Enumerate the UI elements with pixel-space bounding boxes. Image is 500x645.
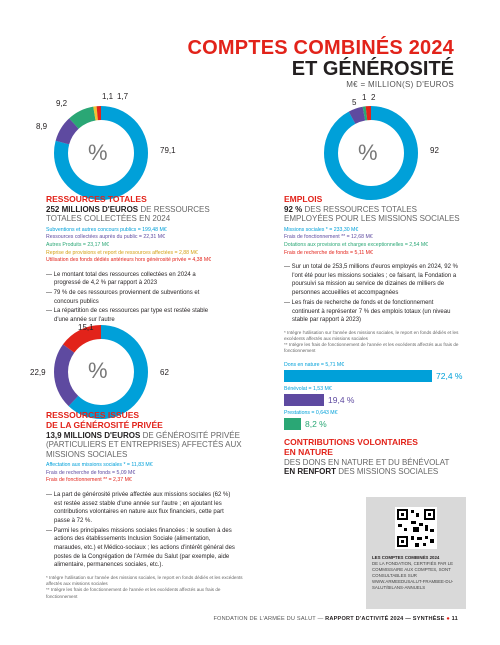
resources-legend-item: Ressources collectées auprès du public = 22,31 M€ bbox=[46, 234, 165, 241]
private-label-1: 62 bbox=[160, 368, 169, 377]
contrib-heading-2: EN NATURE bbox=[284, 446, 333, 457]
employ-legend-item: Frais de fonctionnement ** = 12,68 M€ bbox=[284, 234, 373, 241]
employ-headline: 92 % DES RESSOURCES TOTALES EMPLOYÉES POUR LES MISSIONS SOCIALES bbox=[284, 204, 460, 224]
page-title: COMPTES COMBINÉS 2024 bbox=[187, 37, 454, 59]
resources-heading: RESSOURCES TOTALES bbox=[46, 194, 147, 204]
qr-code-icon[interactable] bbox=[395, 507, 437, 549]
private-bullet: — Parmi les principales missions sociales financées : le soutien à des actions des établissements Inclusion Sociale (alimentation, maraudes, etc.) et Médico-sociaux ; les actions d'intérêt général des postes de la Congrégation de l'Armée du Salut (par exemple, aide alimentaire, permanences sociales, etc.). bbox=[46, 527, 235, 569]
qr-note-title: LES COMPTES COMBINÉS 2024 bbox=[372, 555, 440, 560]
contrib-bar-value-prestations: 8,2 % bbox=[305, 419, 327, 429]
employ-bullet: — Sur un total de 253,5 millions d'euros employés en 2024, 92 % l'ont été pour les missions sociales ; ce faisant, la Fondation a poursuivi sa mission au service de dizaines de milliers de personnes accueillies et accompagnées bbox=[284, 264, 458, 297]
employ-footnote: * Intègre l'utilisation sur l'année des missions sociales, le report en fonds dédiés et les excédents affectés aux missions sociales bbox=[284, 329, 459, 342]
private-footnote: ** Intègre les frais de fonctionnement de l'année et les excédents affectés aux frais de fonctionnement bbox=[46, 587, 221, 599]
page-number: 11 bbox=[451, 616, 458, 622]
contrib-sub-1: DES DONS EN NATURE ET DU BÉNÉVOLAT bbox=[284, 457, 450, 467]
private-heading-1: RESSOURCES ISSUES bbox=[46, 410, 140, 420]
private-heading-2: DE LA GÉNÉROSITÉ PRIVÉE bbox=[46, 419, 163, 430]
resources-bullet: — Le montant total des ressources collectées en 2024 a progressé de 4,2 % par rapport à 2023 bbox=[46, 271, 196, 287]
resources-label-4: 1,1 bbox=[102, 92, 114, 101]
employ-label-4: 2 bbox=[371, 93, 376, 102]
employ-legend-item: Frais de recherche de fonds = 5,11 M€ bbox=[284, 249, 373, 256]
private-legend-item: Frais de recherche de fonds = 5,09 M€ bbox=[46, 469, 136, 476]
private-donut-center: % bbox=[88, 358, 108, 383]
private-label-2: 22,9 bbox=[30, 368, 46, 377]
employ-footnote: ** Intègre les frais de fonctionnement de l'année et les excédents affectés aux frais de fonctionnement bbox=[284, 342, 459, 354]
private-label-3: 15,1 bbox=[78, 323, 94, 332]
employ-legend-item: Missions sociales * = 233,30 M€ bbox=[284, 226, 359, 233]
resources-legend-item: Utilisation des fonds dédiés antérieurs hors générosité privée = 4,38 M€ bbox=[46, 257, 212, 264]
resources-bullet: — 79 % de ces ressources proviennent de subventions et concours publics bbox=[46, 289, 200, 305]
employ-legend-item: Dotations aux provisions et charges exceptionnelles = 2,54 M€ bbox=[284, 242, 429, 249]
contrib-bar-benevolat bbox=[284, 394, 324, 406]
resources-label-1: 79,1 bbox=[160, 146, 176, 155]
private-legend-item: Frais de fonctionnement ** = 2,37 M€ bbox=[46, 477, 132, 484]
contrib-bar-label-dons: Dons en nature = 5,71 M€ bbox=[284, 362, 345, 368]
contrib-section bbox=[284, 438, 474, 477]
private-section bbox=[46, 411, 256, 600]
private-bullet: — La part de générosité privée affectée aux missions sociales (62 %) est restée assez stable d'une année sur l'autre ; en ajoutant les contributions volontaires en nature aux flux financiers, cette part passe à 72 %. bbox=[46, 491, 231, 524]
page-subtitle: ET GÉNÉROSITÉ bbox=[291, 58, 454, 80]
contrib-heading-1: CONTRIBUTIONS VOLONTAIRES bbox=[284, 437, 418, 447]
employ-label-1: 92 bbox=[430, 146, 439, 155]
contrib-bar-dons bbox=[284, 370, 432, 382]
resources-label-3: 9,2 bbox=[56, 99, 68, 108]
contrib-bar-prestations bbox=[284, 418, 301, 430]
unit-note: M€ = MILLION(S) D'EUROS bbox=[346, 80, 454, 89]
page-footer: FONDATION DE L'ARMÉE DU SALUT — RAPPORT D'ACTIVITÉ 2024 — SYNTHÈSE ● 11 bbox=[213, 616, 458, 622]
contrib-sub-2: EN RENFORT DES MISSIONS SOCIALES bbox=[284, 467, 439, 477]
contrib-bar-value-dons: 72,4 % bbox=[436, 371, 463, 381]
resources-legend-item: Reprise de provisions et report de ressources affectées = 2,88 M€ bbox=[46, 249, 198, 256]
employ-heading: EMPLOIS bbox=[284, 194, 323, 204]
resources-section bbox=[46, 195, 246, 326]
qr-note-text: DE LA FONDATION, CERTIFIÉS PAR LE COMMISSAIRE AUX COMPTES, SONT CONSULTABLES SUR WWW.ARMEEDUSALUT-FRAMBEE-DU-SALUT/BILANS-ANNUELS bbox=[372, 560, 454, 590]
resources-legend-item: Subventions et autres concours publics = 199,48 M€ bbox=[46, 226, 167, 233]
resources-bullet: — La répartition de ces ressources par type est restée stable d'une année sur l'autre bbox=[46, 308, 209, 324]
resources-donut-center: % bbox=[88, 140, 108, 165]
contrib-bar-label-benevolat: Bénévolat = 1,53 M€ bbox=[284, 386, 332, 392]
employ-label-3: 1 bbox=[362, 93, 367, 102]
resources-label-5: 1,7 bbox=[117, 92, 129, 101]
private-headline: 13,9 MILLIONS D'EUROS DE GÉNÉROSITÉ PRIVÉE (PARTICULIERS ET ENTREPRISES) AFFECTÉS AUX MISSIONS SOCIALES bbox=[46, 430, 242, 459]
contrib-bar-label-prestations: Prestations = 0,643 M€ bbox=[284, 410, 338, 416]
resources-headline: 252 MILLIONS D'EUROS DE RESSOURCES TOTALES COLLECTÉES EN 2024 bbox=[46, 204, 210, 224]
private-footnote: * Intègre l'utilisation sur l'année des missions sociales, le report en fonds dédiés et les excédents affectés aux missions sociales bbox=[46, 575, 243, 587]
employ-donut-center: % bbox=[358, 140, 378, 165]
contrib-bar-value-benevolat: 19,4 % bbox=[328, 395, 355, 405]
private-legend-item: Affectation aux missions sociales * = 11,83 M€ bbox=[46, 462, 153, 469]
resources-legend-item: Autres Produits = 23,17 M€ bbox=[46, 242, 110, 249]
employ-section bbox=[284, 195, 464, 355]
employ-bullet: — Les frais de recherche de fonds et de fonctionnement continuent à représenter 7 % des emplois totaux (un niveau stable par rapport à 2023) bbox=[284, 299, 451, 324]
resources-label-2: 8,9 bbox=[36, 122, 48, 131]
employ-label-2: 5 bbox=[352, 98, 357, 107]
qr-info-box bbox=[366, 497, 466, 609]
